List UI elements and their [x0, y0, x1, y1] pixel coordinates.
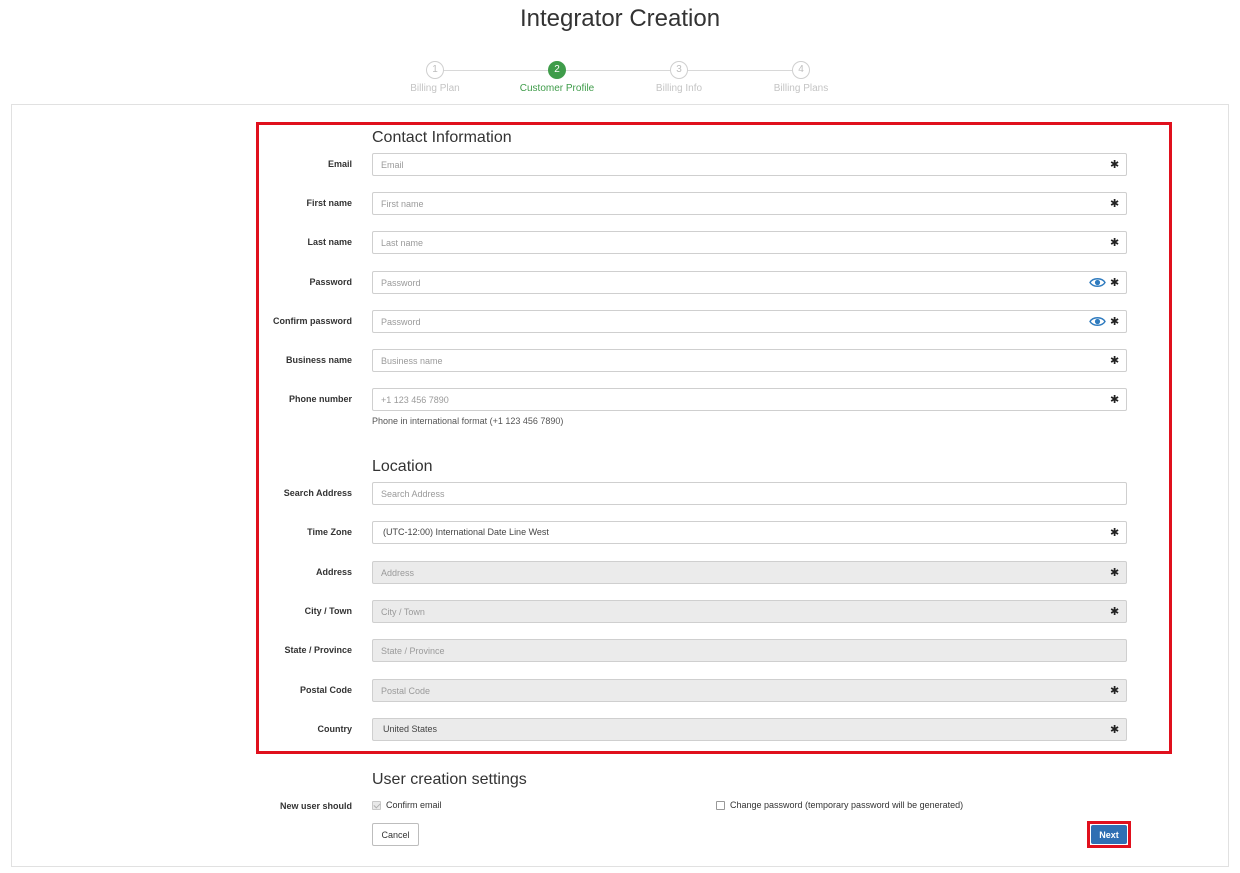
asterisk-icon: ✱ [1110, 237, 1120, 249]
country-value: United States [383, 724, 438, 734]
page-title: Integrator Creation [519, 5, 721, 32]
time-zone-label: Time Zone [307, 527, 352, 537]
step-billing-plans[interactable] [741, 61, 861, 94]
step-billing-plan[interactable] [375, 61, 495, 94]
phone-number-field[interactable] [372, 388, 1127, 411]
confirm-email-label: Confirm email [386, 800, 442, 810]
country-label: Country [317, 724, 352, 734]
search-address-label: Search Address [283, 488, 352, 498]
state-label: State / Province [284, 645, 352, 655]
asterisk-icon: ✱ [1110, 159, 1120, 171]
asterisk-icon: ✱ [1110, 724, 1120, 736]
business-name-field[interactable] [372, 349, 1127, 372]
new-user-should-label: New user should [279, 801, 352, 811]
asterisk-icon: ✱ [1110, 394, 1120, 406]
contact-section-title: Contact Information [372, 129, 512, 146]
country-select [372, 718, 1127, 741]
address-label: Address [315, 567, 352, 577]
asterisk-icon: ✱ [1110, 198, 1120, 210]
email-field[interactable] [372, 153, 1127, 176]
postal-code-field [372, 679, 1127, 702]
step-label: Customer Profile [519, 83, 595, 94]
change-password-checkbox[interactable] [716, 801, 725, 810]
asterisk-icon: ✱ [1110, 567, 1120, 579]
change-password-label: Change password (temporary password will be generated) [730, 800, 964, 810]
user-settings-title: User creation settings [372, 771, 527, 788]
address-field [372, 561, 1127, 584]
change-password-option[interactable] [716, 800, 963, 810]
phone-help-text: Phone in international format (+1 123 456 7890) [372, 416, 564, 426]
time-zone-select[interactable] [372, 521, 1127, 544]
next-button[interactable]: Next [1091, 825, 1127, 844]
step-label: Billing Plan [410, 83, 460, 94]
wizard-stepper [0, 61, 1240, 101]
cancel-button[interactable]: Cancel [372, 823, 419, 846]
step-number: 2 [548, 61, 566, 79]
postal-code-label: Postal Code [299, 685, 352, 695]
email-label: Email [327, 159, 352, 169]
city-field [372, 600, 1127, 623]
last-name-label: Last name [307, 237, 352, 247]
password-label: Password [309, 277, 352, 287]
step-customer-profile[interactable] [497, 61, 617, 94]
asterisk-icon: ✱ [1110, 606, 1120, 618]
asterisk-icon: ✱ [1110, 527, 1120, 539]
phone-number-label: Phone number [288, 394, 352, 404]
eye-icon[interactable] [1089, 277, 1106, 288]
time-zone-value: (UTC-12:00) International Date Line West [383, 527, 549, 537]
first-name-label: First name [306, 198, 352, 208]
asterisk-icon: ✱ [1110, 685, 1120, 697]
confirm-password-label: Confirm password [272, 316, 352, 326]
step-number: 1 [426, 61, 444, 79]
step-number: 4 [792, 61, 810, 79]
confirm-email-checkbox [372, 801, 381, 810]
password-field[interactable] [372, 271, 1127, 294]
step-billing-info[interactable] [619, 61, 739, 94]
step-number: 3 [670, 61, 688, 79]
search-address-input[interactable] [372, 482, 1127, 505]
step-label: Billing Plans [773, 83, 829, 94]
asterisk-icon: ✱ [1110, 316, 1120, 328]
city-label: City / Town [304, 606, 352, 616]
state-field [372, 639, 1127, 662]
step-label: Billing Info [655, 83, 703, 94]
location-section-title: Location [372, 458, 433, 475]
confirm-password-field[interactable] [372, 310, 1127, 333]
confirm-email-option [372, 800, 442, 810]
asterisk-icon: ✱ [1110, 277, 1120, 289]
first-name-field[interactable] [372, 192, 1127, 215]
eye-icon[interactable] [1089, 316, 1106, 327]
asterisk-icon: ✱ [1110, 355, 1120, 367]
business-name-label: Business name [285, 355, 352, 365]
last-name-field[interactable] [372, 231, 1127, 254]
